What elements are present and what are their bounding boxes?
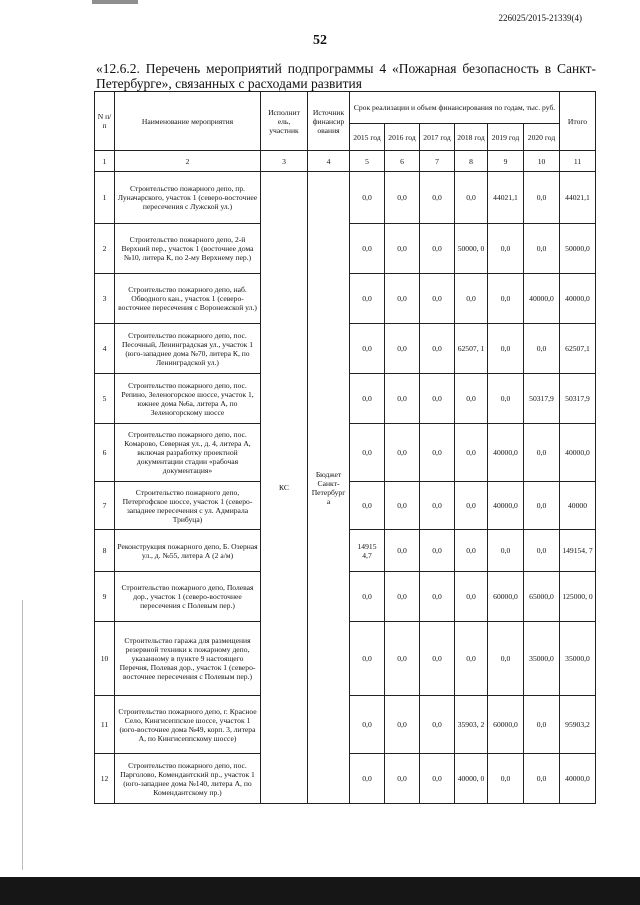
year-value: 0,0 [488, 530, 524, 572]
year-value: 0,0 [420, 696, 455, 754]
row-number: 7 [95, 482, 115, 530]
year-value: 0,0 [350, 622, 385, 696]
year-value: 40000,0 [488, 482, 524, 530]
year-value: 0,0 [385, 274, 420, 324]
year-header: 2016 год [385, 124, 420, 151]
total-value: 95903,2 [560, 696, 596, 754]
year-value: 35000,0 [524, 622, 560, 696]
header-name: Наименование мероприятия [115, 92, 261, 151]
header-total: Итого [560, 92, 596, 151]
measures-table [94, 91, 596, 804]
year-value: 0,0 [385, 754, 420, 804]
executor-cell: КС [261, 172, 308, 804]
year-value: 0,0 [455, 482, 488, 530]
year-value: 0,0 [420, 482, 455, 530]
year-value: 0,0 [420, 754, 455, 804]
year-value: 0,0 [385, 622, 420, 696]
year-value: 0,0 [420, 622, 455, 696]
year-value: 0,0 [524, 482, 560, 530]
year-value: 0,0 [420, 274, 455, 324]
column-number: 6 [385, 151, 420, 172]
year-value: 0,0 [385, 482, 420, 530]
column-number: 2 [115, 151, 261, 172]
total-value: 40000,0 [560, 424, 596, 482]
year-value: 35903, 2 [455, 696, 488, 754]
year-value: 0,0 [385, 696, 420, 754]
measure-name: Строительство пожарного депо, пос. Песочный, Ленинградская ул., участок 1 (юго-западнее дома №70, литера К, по Ленинградской ул.) [115, 324, 261, 374]
year-value: 0,0 [350, 424, 385, 482]
year-value: 0,0 [420, 424, 455, 482]
year-value: 0,0 [524, 324, 560, 374]
total-value: 40000,0 [560, 754, 596, 804]
total-value: 35000,0 [560, 622, 596, 696]
row-number: 9 [95, 572, 115, 622]
measure-name: Строительство гаража для размещения резервной техники к пожарному депо, указанному в пункте 9 настоящего Перечня, Полевая дор., участок 1 (северо-восточнее пересечения с Полевым пер.) [115, 622, 261, 696]
year-value: 65000,0 [524, 572, 560, 622]
year-value: 0,0 [350, 572, 385, 622]
source-cell: Бюджет Санкт-Петербург а [308, 172, 350, 804]
year-header: 2017 год [420, 124, 455, 151]
year-value: 0,0 [385, 172, 420, 224]
year-value: 0,0 [488, 274, 524, 324]
measure-name: Строительство пожарного депо, пос. Комарово, Северная ул., д. 4, литера А, включая разработку проектной документации стадии «рабочая документация» [115, 424, 261, 482]
scan-margin-line [22, 600, 23, 870]
year-value: 0,0 [385, 530, 420, 572]
year-value: 0,0 [455, 374, 488, 424]
year-value: 0,0 [488, 622, 524, 696]
measure-name: Реконструкция пожарного депо, Б. Озерная ул., д. №55, литера А (2 а/м) [115, 530, 261, 572]
row-number: 8 [95, 530, 115, 572]
total-value: 62507,1 [560, 324, 596, 374]
column-number: 1 [95, 151, 115, 172]
year-value: 40000, 0 [455, 754, 488, 804]
row-number: 3 [95, 274, 115, 324]
measure-name: Строительство пожарного депо, Полевая дор., участок 1 (северо-восточнее пересечения с Полевым пер.) [115, 572, 261, 622]
header-num: N п/ п [95, 92, 115, 151]
year-value: 0,0 [420, 324, 455, 374]
year-value: 0,0 [524, 424, 560, 482]
measure-name: Строительство пожарного депо, пр. Луначарского, участок 1 (северо-восточнее пересечения с Лужской ул.) [115, 172, 261, 224]
year-value: 62507, 1 [455, 324, 488, 374]
column-number: 10 [524, 151, 560, 172]
year-value: 44021,1 [488, 172, 524, 224]
page-number: 52 [313, 33, 327, 48]
total-value: 40000 [560, 482, 596, 530]
year-value: 0,0 [488, 224, 524, 274]
year-value: 0,0 [420, 224, 455, 274]
column-number: 9 [488, 151, 524, 172]
total-value: 50317,9 [560, 374, 596, 424]
year-value: 0,0 [420, 530, 455, 572]
year-value: 0,0 [524, 696, 560, 754]
header-period: Срок реализации и объем финансирования по годам, тыс. руб. [350, 92, 560, 124]
total-value: 50000,0 [560, 224, 596, 274]
column-number: 11 [560, 151, 596, 172]
column-number: 7 [420, 151, 455, 172]
year-value: 0,0 [455, 622, 488, 696]
year-header: 2020 год [524, 124, 560, 151]
year-value: 0,0 [350, 696, 385, 754]
row-number: 4 [95, 324, 115, 374]
year-value: 0,0 [350, 324, 385, 374]
year-value: 0,0 [350, 224, 385, 274]
year-header: 2019 год [488, 124, 524, 151]
year-header: 2018 год [455, 124, 488, 151]
row-number: 5 [95, 374, 115, 424]
measure-name: Строительство пожарного депо, пос. Парголово, Комендантский пр., участок 1 (юго-западнее дома №140, литера А, по Комендантскому пр.) [115, 754, 261, 804]
year-value: 0,0 [455, 274, 488, 324]
row-number: 1 [95, 172, 115, 224]
row-number: 2 [95, 224, 115, 274]
row-number: 6 [95, 424, 115, 482]
year-value: 0,0 [488, 754, 524, 804]
header-source: Источник финансир ования [308, 92, 350, 151]
measure-name: Строительство пожарного депо, г. Красное Село, Кингисеппское шоссе, участок 1 (юго-восточнее дома №49, корп. 3, литера А, по Кингисеппскому шоссе) [115, 696, 261, 754]
column-number: 8 [455, 151, 488, 172]
row-number: 12 [95, 754, 115, 804]
year-value: 0,0 [350, 754, 385, 804]
year-value: 40000,0 [488, 424, 524, 482]
year-value: 0,0 [350, 374, 385, 424]
year-value: 60000,0 [488, 572, 524, 622]
header-executor: Исполнит ель, участник [261, 92, 308, 151]
measure-name: Строительство пожарного депо, 2-й Верхний пер., участок 1 (восточнее дома №10, литера К, по 2-му Верхнему пер.) [115, 224, 261, 274]
column-number: 5 [350, 151, 385, 172]
year-header: 2015 год [350, 124, 385, 151]
total-value: 40000,0 [560, 274, 596, 324]
total-value: 125000, 0 [560, 572, 596, 622]
year-value: 0,0 [524, 172, 560, 224]
year-value: 0,0 [385, 424, 420, 482]
year-value: 0,0 [420, 572, 455, 622]
year-value: 0,0 [420, 172, 455, 224]
year-value: 0,0 [455, 572, 488, 622]
year-value: 40000,0 [524, 274, 560, 324]
year-value: 14915 4,7 [350, 530, 385, 572]
year-value: 0,0 [524, 224, 560, 274]
year-value: 0,0 [455, 172, 488, 224]
row-number: 10 [95, 622, 115, 696]
scan-bottom-band [0, 877, 640, 905]
year-value: 60000,0 [488, 696, 524, 754]
row-number: 11 [95, 696, 115, 754]
total-value: 149154, 7 [560, 530, 596, 572]
document-id: 226025/2015-21339(4) [498, 13, 582, 23]
year-value: 0,0 [350, 274, 385, 324]
year-value: 0,0 [524, 754, 560, 804]
year-value: 0,0 [420, 374, 455, 424]
year-value: 50000, 0 [455, 224, 488, 274]
year-value: 0,0 [524, 530, 560, 572]
scan-artifact [92, 0, 138, 4]
year-value: 0,0 [385, 572, 420, 622]
column-number: 4 [308, 151, 350, 172]
year-value: 0,0 [385, 324, 420, 374]
year-value: 0,0 [385, 374, 420, 424]
measure-name: Строительство пожарного депо, пос. Репино, Зеленогорское шоссе, участок 1, южнее дома №6а, литера А, по Зеленогорскому шоссе [115, 374, 261, 424]
year-value: 0,0 [488, 374, 524, 424]
year-value: 0,0 [455, 424, 488, 482]
measure-name: Строительство пожарного депо, наб. Обводного кан., участок 1 (северо-восточнее пересечения с Воронежской ул.) [115, 274, 261, 324]
year-value: 0,0 [350, 482, 385, 530]
year-value: 50317,9 [524, 374, 560, 424]
year-value: 0,0 [385, 224, 420, 274]
year-value: 0,0 [350, 172, 385, 224]
year-value: 0,0 [455, 530, 488, 572]
column-number: 3 [261, 151, 308, 172]
year-value: 0,0 [488, 324, 524, 374]
section-heading: «12.6.2. Перечень мероприятий подпрограммы 4 «Пожарная безопасность в Санкт-Петербурге», связанных с расходами развития [96, 61, 596, 91]
table-row [95, 172, 596, 224]
total-value: 44021,1 [560, 172, 596, 224]
measure-name: Строительство пожарного депо, Петергофское шоссе, участок 1 (северо-западнее пересечения с ул. Адмирала Трибуца) [115, 482, 261, 530]
